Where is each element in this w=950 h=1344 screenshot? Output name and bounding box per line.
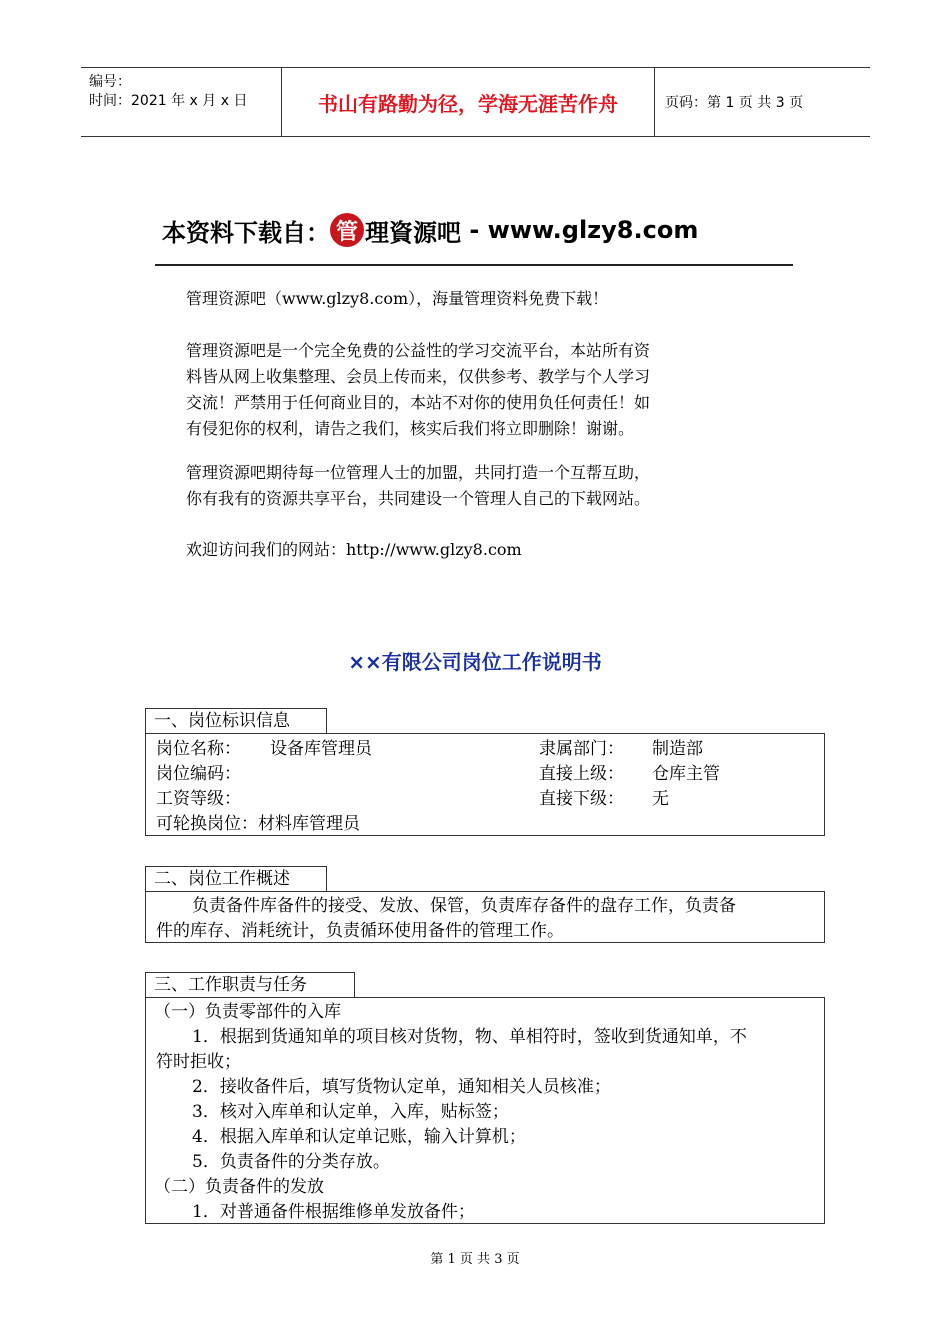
section3-heading: 三、工作职责与任务 <box>145 972 355 997</box>
position-name-label: 岗位名称： <box>156 739 241 759</box>
section1-heading: 一、岗位标识信息 <box>145 708 327 733</box>
duty-item-continued: 符时拒收； <box>156 1052 241 1072</box>
banner-suffix: - www.glzy8.com <box>461 216 699 244</box>
page-info-text: 页码：第 1 页 共 3 页 <box>665 95 804 111</box>
intro-line: 有侵犯你的权利，请告之我们，核实后我们将立即删除！谢谢。 <box>186 419 635 438</box>
banner-prefix: 本资料下载自： <box>162 218 330 247</box>
page-footer: 第 1 页 共 3 页 <box>430 1252 520 1267</box>
number-label: 编号： <box>89 74 131 90</box>
duty-item: 1．对普通备件根据维修单发放备件； <box>192 1202 475 1222</box>
intro-line: 料皆从网上收集整理、会员上传而来，仅供参考、教学与个人学习 <box>186 367 651 386</box>
superior-label: 直接上级： <box>539 764 624 784</box>
intro-paragraph-2 <box>186 338 786 442</box>
section3-box <box>145 997 825 1224</box>
banner-divider <box>155 264 793 266</box>
intro-paragraph-3 <box>186 460 786 512</box>
time-label: 时间：2021 年 x 月 x 日 <box>89 93 248 109</box>
duty-item: 4．根据入库单和认定单记账，输入计算机； <box>192 1127 526 1147</box>
duty-subheading: （二）负责备件的发放 <box>154 1177 324 1197</box>
subordinate-label: 直接下级： <box>539 789 624 809</box>
department-label: 隶属部门： <box>539 739 624 759</box>
summary-line: 负责备件库备件的接受、发放、保管，负责库存备件的盘存工作，负责备 <box>192 896 736 916</box>
header-motto: 书山有路勤为径，学海无涯苦作舟 <box>282 68 655 136</box>
banner-site-name: 理資源吧 <box>365 218 461 247</box>
header-page-info <box>655 68 870 136</box>
intro-line: 管理资源吧是一个完全免费的公益性的学习交流平台，本站所有资 <box>186 341 651 360</box>
page-header <box>81 67 870 137</box>
section2-box <box>145 891 825 943</box>
duty-item: 2．接收备件后，填写货物认定单，通知相关人员核准； <box>192 1077 611 1097</box>
download-banner <box>162 210 698 250</box>
section2-heading: 二、岗位工作概述 <box>145 866 327 891</box>
position-code-label: 岗位编码： <box>156 764 241 784</box>
document-title: ××有限公司岗位工作说明书 <box>348 650 602 674</box>
section1-box <box>145 733 825 836</box>
position-name-value: 设备库管理员 <box>270 739 372 759</box>
intro-line: 你有我有的资源共享平台，共同建设一个管理人自己的下载网站。 <box>186 489 651 508</box>
site-logo-icon: 管 <box>330 213 364 247</box>
subordinate-value: 无 <box>652 789 669 809</box>
duty-item: 3．核对入库单和认定单，入库，贴标签； <box>192 1102 509 1122</box>
summary-line: 件的库存、消耗统计，负责循环使用备件的管理工作。 <box>156 921 564 941</box>
duty-item: 1．根据到货通知单的项目核对货物，物、单相符时，签收到货通知单，不 <box>192 1027 747 1047</box>
header-meta <box>81 68 282 136</box>
intro-paragraph-4: 欢迎访问我们的网站：http://www.glzy8.com <box>186 540 522 559</box>
rotation-position: 可轮换岗位：材料库管理员 <box>156 814 360 834</box>
superior-value: 仓库主管 <box>652 764 720 784</box>
intro-line: 交流！严禁用于任何商业目的，本站不对你的使用负任何责任！如 <box>186 393 651 412</box>
duty-item: 5．负责备件的分类存放。 <box>192 1152 390 1172</box>
wage-grade-label: 工资等级： <box>156 789 241 809</box>
intro-line: 管理资源吧期待每一位管理人士的加盟，共同打造一个互帮互助， <box>186 463 651 482</box>
department-value: 制造部 <box>652 739 703 759</box>
intro-paragraph-1: 管理资源吧（www.glzy8.com），海量管理资料免费下载！ <box>186 289 609 308</box>
duty-subheading: （一）负责零部件的入库 <box>154 1002 341 1022</box>
